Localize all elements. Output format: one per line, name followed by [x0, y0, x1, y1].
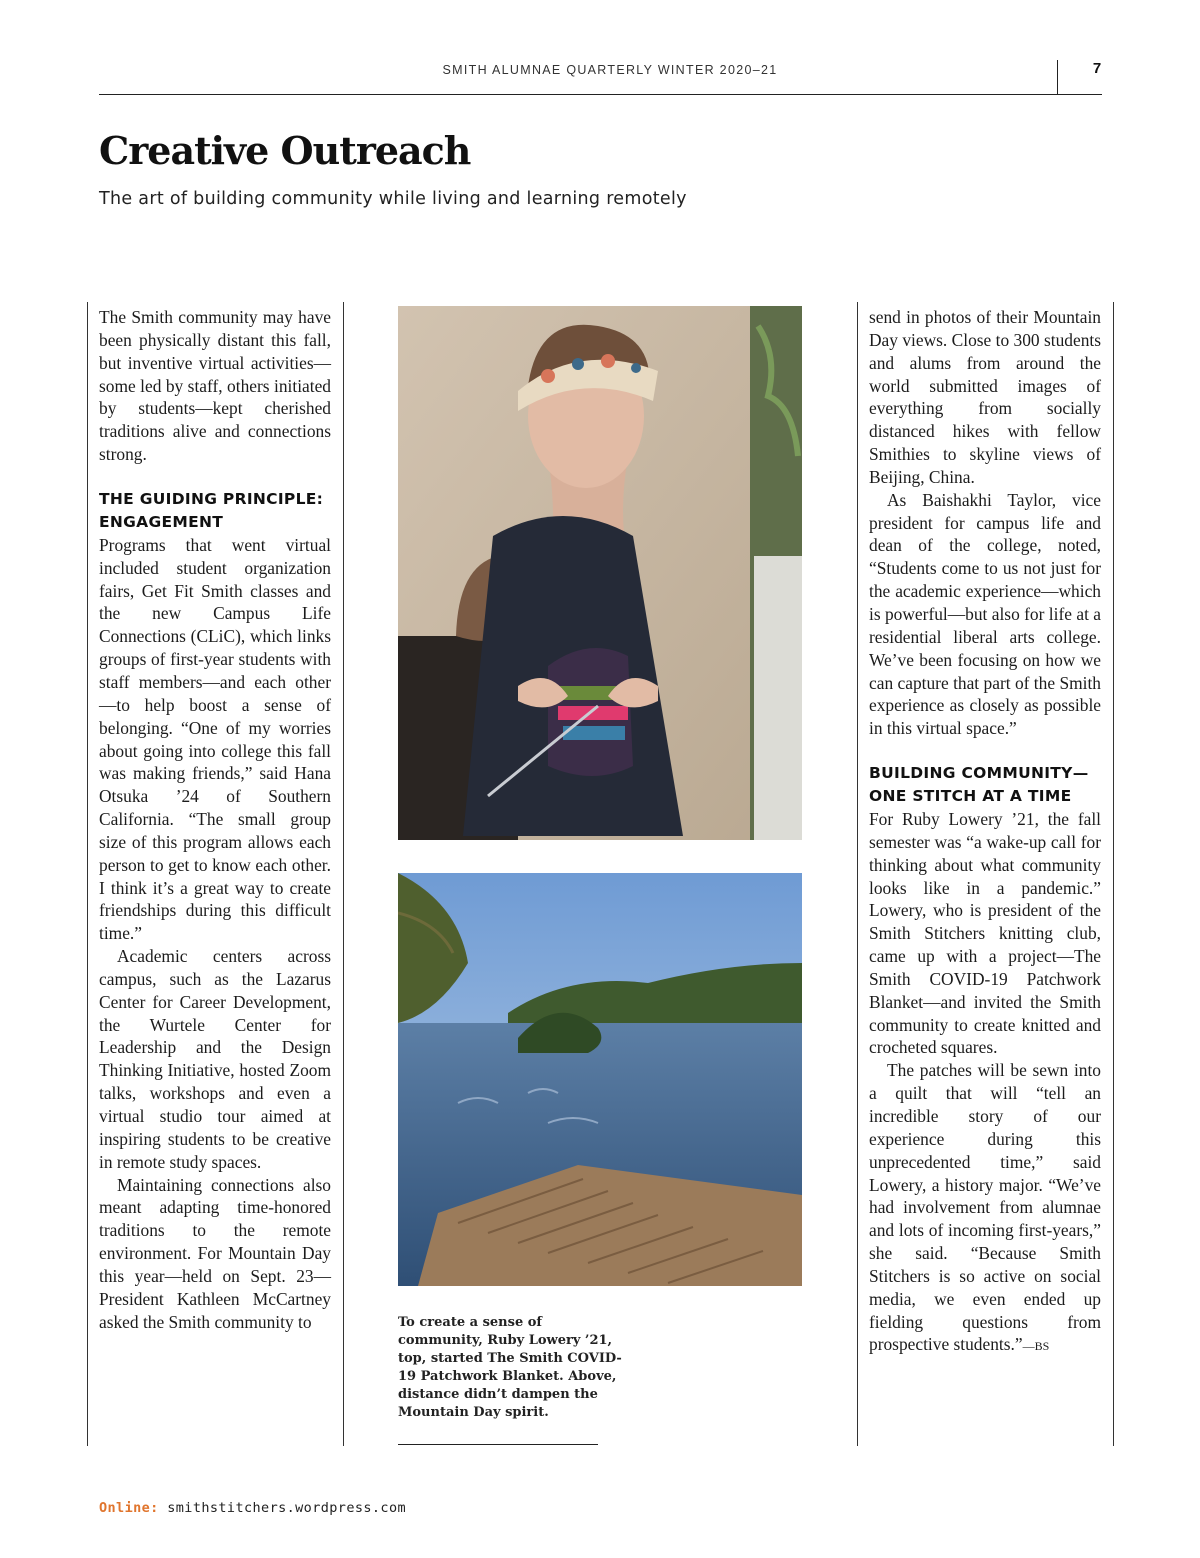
header-rule — [99, 94, 1102, 95]
knitting-photo — [398, 306, 802, 840]
section-heading-engagement: THE GUIDING PRINCIPLE: ENGAGEMENT — [99, 489, 324, 531]
section-heading-building-community: BUILDING COMMUNITY—ONE STITCH AT A TIME — [869, 764, 1089, 806]
body-paragraph: Maintaining connections also meant adapting time-honored traditions to the remote environment. For Mountain Day this year—held on Sept. 23—President Kathleen McCartney asked the Smith community to — [99, 1174, 331, 1332]
body-paragraph: For Ruby Lowery ’21, the fall semester was “a wake-up call for thinking about what community looks like in a pandemic.” Lowery, who is president of the Smith Stitchers knitting club, came up with a project—The Smith COVID-19 Patchwork Blanket—and invited the Smith community to create knitted and crocheted squares. — [869, 809, 1101, 1058]
column-rule — [87, 302, 88, 1446]
body-paragraph: send in photos of their Mountain Day views. Close to 300 students and alums from around the world submitted images of everything from socially distanced hikes with fellow Smithies to skyline views of Beijing, China. — [869, 307, 1101, 487]
body-paragraph: Programs that went virtual included student organization fairs, Get Fit Smith classes and the new Campus Life Connections (CLiC), which links groups of first-year students with staff members—and each other—to help boost a sense of belonging. “One of my worries about going into college this fall was making friends,” said Hana Otsuka ’24 of Southern California. “The small group size of this program allows each person to get to know each other. I think it’s a great way to create friendships during this difficult time.” — [99, 534, 331, 944]
article-title: Creative Outreach — [99, 128, 471, 173]
right-column — [869, 306, 1101, 1358]
footer-url-link[interactable]: smithstitchers.wordpress.com — [167, 1500, 407, 1516]
footer-online — [99, 1500, 406, 1516]
header-divider — [1057, 60, 1058, 94]
column-rule — [1113, 302, 1114, 1446]
footer-label: Online: — [99, 1500, 159, 1516]
author-byline: —BS — [1022, 1339, 1050, 1354]
column-rule — [343, 302, 344, 1446]
photo-caption: To create a sense of community, Ruby Lowery ’21, top, started The Smith COVID-19 Patchwork Blanket. Above, distance didn’t dampen the Mountain Day spirit. — [398, 1315, 622, 1420]
body-paragraph: Academic centers across campus, such as the Lazarus Center for Career Development, the Wurtele Center for Leadership and the Design Thinking Initiative, hosted Zoom talks, workshops and even a virtual studio tour aimed at inspiring students to be creative in remote study spaces. — [99, 946, 331, 1172]
article-subtitle: The art of building community while living and learning remotely — [99, 189, 687, 209]
intro-paragraph: The Smith community may have been physically distant this fall, but inventive virtual activities—some led by staff, others initiated by students—kept cherished traditions alive and connections strong. — [99, 307, 331, 465]
lake-photo — [398, 873, 802, 1286]
body-paragraph — [869, 1059, 1101, 1358]
running-head: SMITH ALUMNAE QUARTERLY WINTER 2020–21 — [442, 63, 778, 77]
page-number: 7 — [1092, 60, 1102, 77]
body-paragraph: As Baishakhi Taylor, vice president for campus life and dean of the college, noted, “Students come to us not just for the academic experience—which is powerful—but also for life at a residential liberal arts college. We’ve been focusing on how we can capture that part of the Smith experience as closely as possible in this virtual space.” — [869, 489, 1101, 739]
caption-rule — [398, 1444, 598, 1445]
column-rule — [857, 302, 858, 1446]
left-column — [99, 306, 331, 1333]
paragraph-text: The patches will be sewn into a quilt that will “tell an incredible story of our experience during this unprecedented time,” said Lowery, a history major. “We’ve had involvement from alumnae and lots of incoming first-years,” she said. “Because Smith Stitchers is so active on social media, we even ended up fielding questions from prospective students.” — [869, 1060, 1101, 1355]
